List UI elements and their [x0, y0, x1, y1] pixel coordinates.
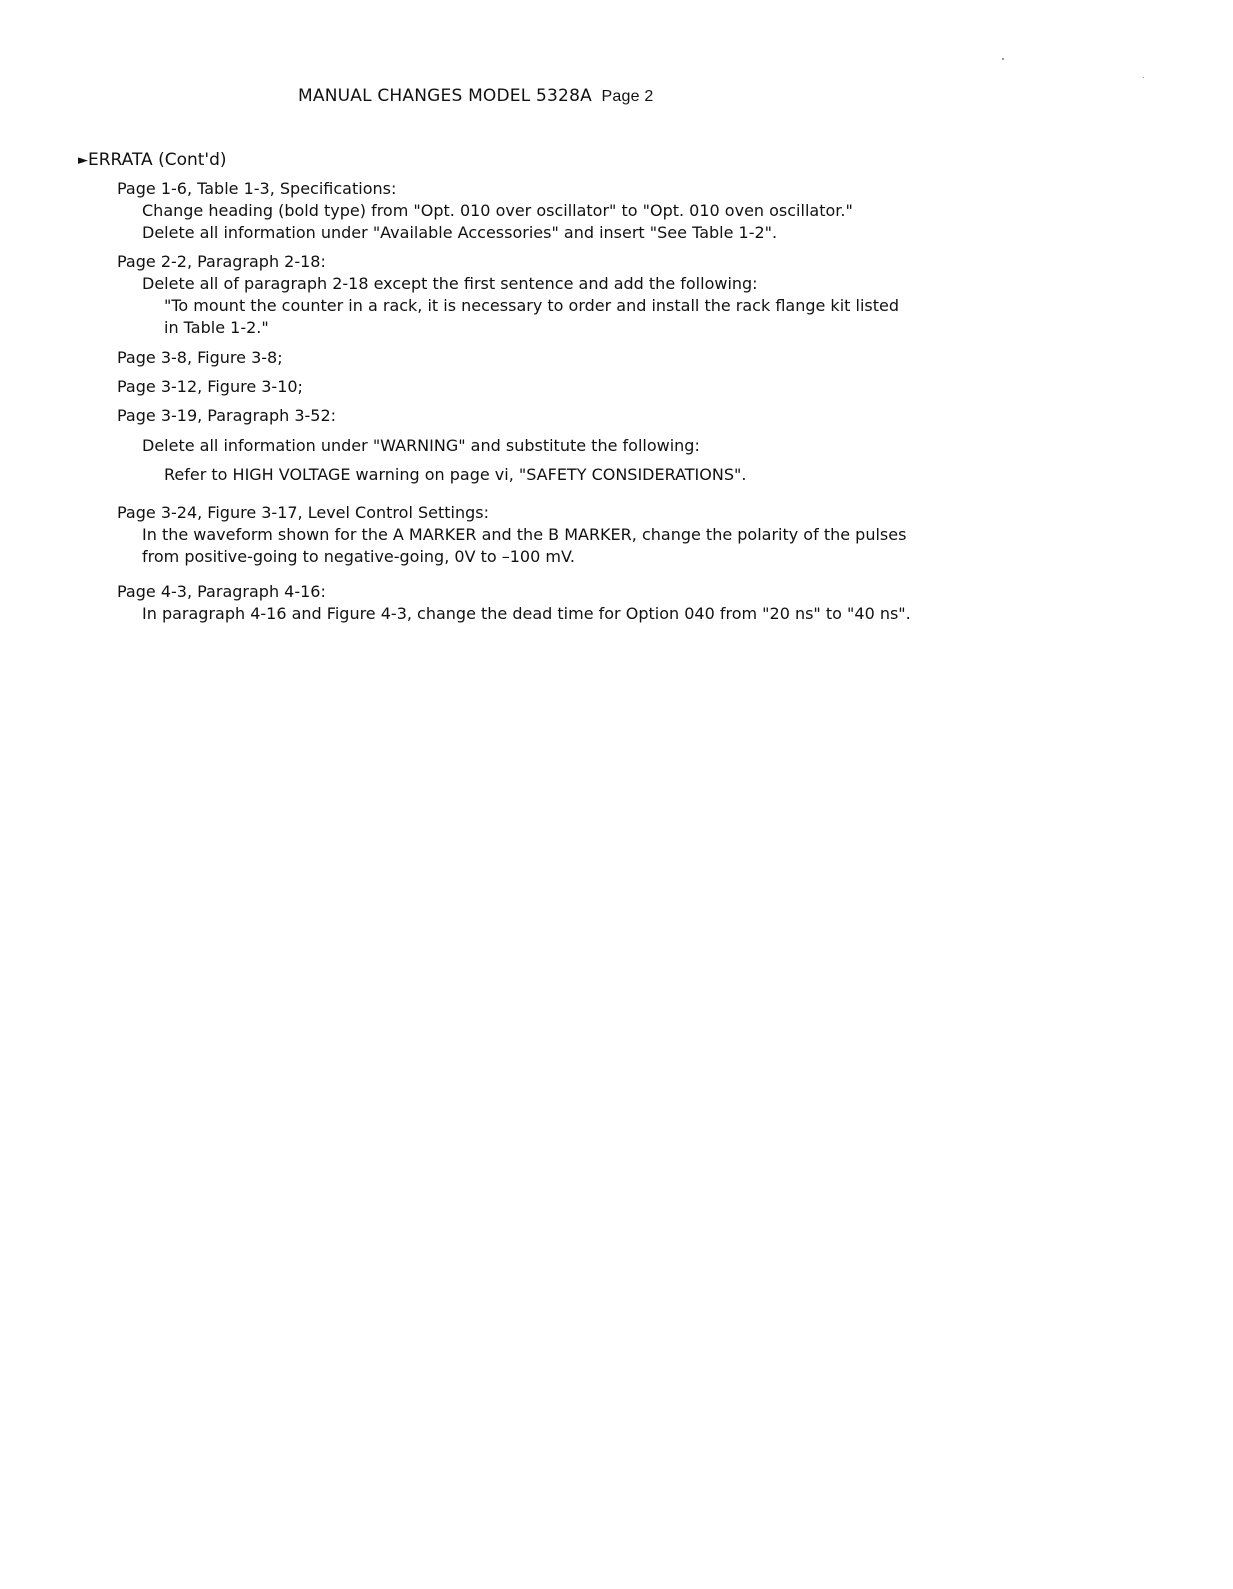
page-header: [298, 86, 653, 106]
pointer-arrow-icon: ►: [78, 153, 88, 168]
header-title: MANUAL CHANGES MODEL 5328A: [298, 86, 592, 106]
errata-item-heading: Page 1-6, Table 1-3, Specifications:: [117, 179, 397, 198]
errata-item-heading: Page 3-12, Figure 3-10;: [117, 377, 303, 396]
section-heading: [78, 150, 227, 170]
errata-item-text: In the waveform shown for the A MARKER and the B MARKER, change the polarity of the pulses: [142, 525, 907, 544]
errata-item-heading: Page 3-24, Figure 3-17, Level Control Settings:: [117, 503, 489, 522]
errata-item-heading: Page 2-2, Paragraph 2-18:: [117, 252, 326, 271]
errata-item-text: Change heading (bold type) from "Opt. 010 over oscillator" to "Opt. 010 oven oscillator.": [142, 201, 853, 220]
errata-item-text: from positive-going to negative-going, 0V to –100 mV.: [142, 547, 575, 566]
errata-item-text: Delete all information under "WARNING" and substitute the following:: [142, 436, 700, 455]
errata-item-quote: in Table 1-2.": [164, 318, 269, 337]
scan-speck: [1143, 77, 1144, 78]
errata-item-heading: Page 3-19, Paragraph 3-52:: [117, 406, 337, 425]
errata-item-quote: "To mount the counter in a rack, it is necessary to order and install the rack flange kit listed: [164, 296, 899, 315]
errata-item-text: Delete all of paragraph 2-18 except the first sentence and add the following:: [142, 274, 758, 293]
errata-item-text: In paragraph 4-16 and Figure 4-3, change the dead time for Option 040 from "20 ns" to "40 ns".: [142, 604, 911, 623]
header-page-number: Page 2: [601, 88, 654, 105]
errata-item-quote: Refer to HIGH VOLTAGE warning on page vi, "SAFETY CONSIDERATIONS".: [164, 465, 747, 484]
errata-item-heading: Page 3-8, Figure 3-8;: [117, 348, 283, 367]
errata-item-heading: Page 4-3, Paragraph 4-16:: [117, 582, 326, 601]
section-title: ERRATA (Cont'd): [88, 150, 227, 170]
scan-speck: [1002, 58, 1004, 60]
errata-item-text: Delete all information under "Available Accessories" and insert "See Table 1-2".: [142, 223, 778, 242]
